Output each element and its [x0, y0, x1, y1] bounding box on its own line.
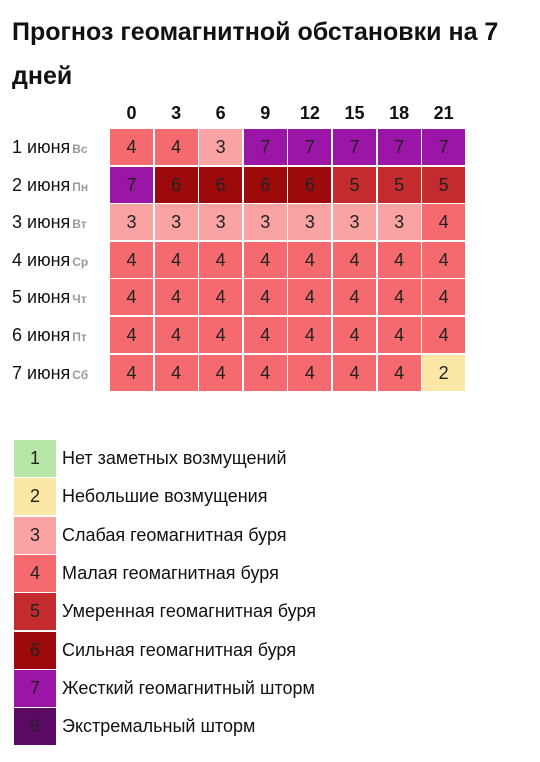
- legend-label: Слабая геомагнитная буря: [62, 524, 287, 545]
- heatmap-cell: 4: [288, 279, 331, 315]
- hour-label: 18: [389, 103, 410, 123]
- heatmap-cell: 6: [155, 167, 198, 203]
- heatmap-cell: 4: [110, 129, 153, 165]
- heatmap-cell: 4: [244, 317, 287, 353]
- heatmap-cell: 4: [288, 317, 331, 353]
- heatmap-cell: 4: [110, 242, 153, 278]
- heatmap-cell: 4: [422, 242, 465, 278]
- legend-label: Сильная геомагнитная буря: [62, 639, 296, 660]
- heatmap-cell: 3: [288, 204, 331, 240]
- heatmap-cell: 4: [155, 242, 198, 278]
- heatmap-cell: 7: [244, 129, 287, 165]
- heatmap-cell: 4: [333, 279, 376, 315]
- date-text: 4 июня: [12, 249, 71, 270]
- heatmap-cell: 5: [422, 167, 465, 203]
- heatmap-cell: 2: [422, 355, 465, 391]
- hour-label: 0: [126, 103, 137, 123]
- row-date-label: [12, 242, 108, 278]
- heatmap-cell: 4: [110, 355, 153, 391]
- heatmap-cell: 4: [333, 317, 376, 353]
- weekday-text: Вт: [72, 217, 87, 232]
- date-text: 1 июня: [12, 137, 71, 157]
- weekday-text: Вс: [72, 142, 88, 156]
- heatmap-cell: 4: [155, 355, 198, 391]
- legend-swatch: 4: [14, 555, 56, 592]
- heatmap-cell: 3: [199, 129, 242, 165]
- heatmap-cell: 7: [422, 129, 465, 165]
- hour-label: 9: [260, 103, 271, 123]
- heatmap-cell: 4: [333, 355, 376, 391]
- hour-label: 21: [433, 103, 454, 123]
- hour-label: 3: [171, 103, 182, 123]
- legend-swatch: 7: [14, 670, 56, 707]
- heatmap-cell: 3: [333, 204, 376, 240]
- date-text: 6 июня: [12, 325, 71, 345]
- heatmap-cell: 6: [199, 167, 242, 203]
- heatmap-cell: 4: [422, 204, 465, 240]
- heatmap-cell: 4: [110, 279, 153, 315]
- heatmap-cell: 4: [155, 279, 198, 315]
- legend-swatch: 2: [14, 478, 56, 515]
- legend-label: Нет заметных возмущений: [62, 448, 287, 468]
- heatmap-cell: 4: [199, 279, 242, 315]
- heatmap-cell: 4: [288, 355, 331, 391]
- heatmap-cell: 3: [244, 204, 287, 240]
- date-text: 5 июня: [12, 287, 71, 308]
- heatmap-cell: 4: [378, 279, 421, 315]
- heatmap-cell: 5: [378, 167, 421, 203]
- heatmap-cell: 4: [378, 355, 421, 391]
- date-text: 2 июня: [12, 174, 71, 195]
- heatmap-cell: 3: [155, 204, 198, 240]
- weekday-text: Сб: [72, 367, 89, 382]
- legend-swatch: 5: [14, 593, 56, 630]
- legend-swatch: 3: [14, 517, 56, 554]
- heatmap-cell: 4: [333, 242, 376, 278]
- heatmap-cell: 6: [244, 167, 287, 203]
- weekday-text: Чт: [72, 292, 87, 307]
- heatmap-cell: 7: [110, 167, 153, 203]
- legend-label: Малая геомагнитная буря: [62, 562, 279, 583]
- heatmap-cell: 7: [378, 129, 421, 165]
- weekday-text: Ср: [72, 254, 89, 269]
- weekday-text: Пт: [72, 330, 87, 344]
- legend-swatch: 8: [14, 708, 56, 745]
- heatmap-cell: 4: [378, 242, 421, 278]
- heatmap-cell: 4: [244, 279, 287, 315]
- hour-label: 15: [344, 103, 365, 123]
- heatmap-cell: 4: [199, 242, 242, 278]
- hour-label: 12: [299, 103, 320, 123]
- heatmap-cell: 7: [288, 129, 331, 165]
- heatmap-cell: 4: [199, 355, 242, 391]
- row-date-label: [12, 204, 108, 240]
- heatmap-cell: 3: [199, 204, 242, 240]
- row-date-label: [12, 317, 108, 353]
- heatmap-cell: 3: [378, 204, 421, 240]
- heatmap-cell: 6: [288, 167, 331, 203]
- legend-swatch: 1: [14, 440, 56, 477]
- heatmap-cell: 4: [378, 317, 421, 353]
- legend-label: Умеренная геомагнитная буря: [62, 601, 317, 622]
- legend-label: Жесткий геомагнитный шторм: [62, 677, 315, 698]
- heatmap-cell: 4: [110, 317, 153, 353]
- heatmap-cell: 4: [155, 129, 198, 165]
- heatmap-cell: 7: [333, 129, 376, 165]
- page-title: Прогноз геомагнитной обстановки на 7 дней: [12, 18, 499, 90]
- heatmap-cell: 4: [155, 317, 198, 353]
- legend-swatch: 6: [14, 632, 56, 669]
- row-date-label: [12, 167, 108, 203]
- row-date-label: [12, 279, 108, 315]
- heatmap-cell: 4: [244, 242, 287, 278]
- legend-label: Экстремальный шторм: [62, 716, 256, 737]
- heatmap-cell: 4: [244, 355, 287, 391]
- heatmap-cell: 4: [199, 317, 242, 353]
- hour-label: 6: [215, 103, 226, 123]
- heatmap-cell: 4: [422, 279, 465, 315]
- heatmap-cell: 5: [333, 167, 376, 203]
- date-text: 3 июня: [12, 212, 71, 233]
- heatmap-cell: 3: [110, 204, 153, 240]
- legend-label: Небольшие возмущения: [62, 486, 268, 507]
- row-date-label: [12, 129, 108, 165]
- row-date-label: [12, 355, 108, 391]
- date-text: 7 июня: [12, 362, 71, 383]
- weekday-text: Пн: [72, 179, 89, 194]
- heatmap-cell: 4: [288, 242, 331, 278]
- heatmap-cell: 4: [422, 317, 465, 353]
